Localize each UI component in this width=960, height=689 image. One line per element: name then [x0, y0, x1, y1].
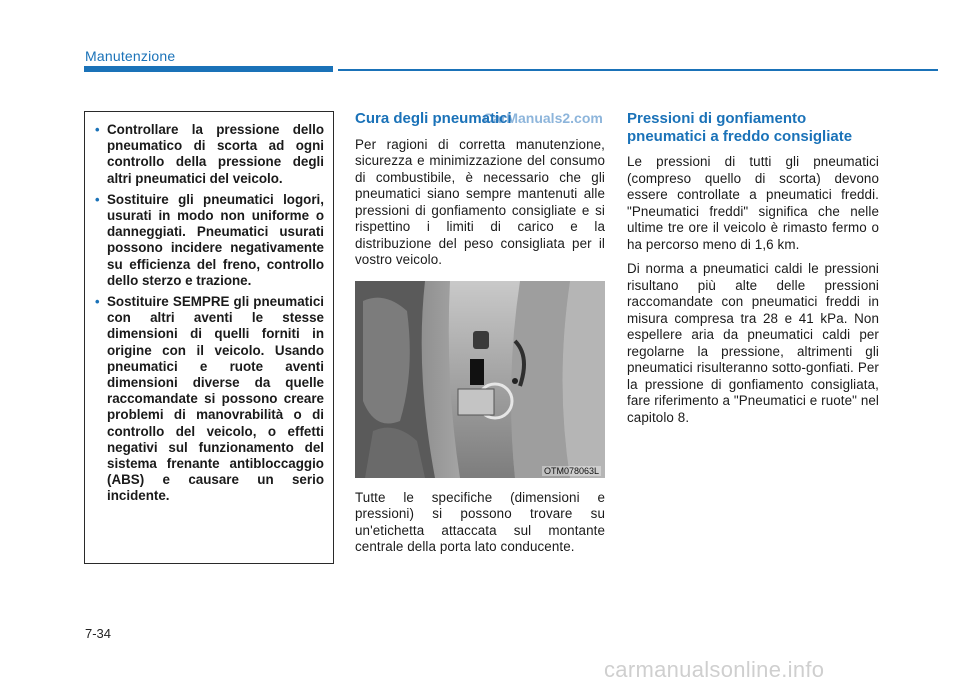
warning-item	[95, 294, 324, 505]
header-rule-thin	[338, 69, 938, 71]
cold-pressure-heading: Pressioni di gonfiamento pneumatici a freddo consigliate	[627, 110, 853, 145]
bullet-icon: •	[95, 122, 100, 137]
door-pillar-illustration	[355, 281, 605, 478]
door-pillar-photo	[355, 281, 605, 478]
warning-item	[95, 192, 324, 289]
warning-item-text: Sostituire gli pneumatici logori, usurati in modo non uniforme o danneggiati. Pneumatici usurati possono incidere negativamente su efficienza del freno, controllo dello sterzo e trazione.	[107, 191, 324, 288]
tire-care-paragraph: Per ragioni di corretta manutenzione, sicurezza e minimizzazione del consumo di combustibile, è necessario che gli pneumatici siano sempre mantenuti alle pressioni di gonfiamento consigliate e si rispettino i limiti di carico e la distribuzione del peso consigliata per il vostro veicolo.	[355, 136, 605, 267]
label-location-paragraph: Tutte le specifiche (dimensioni e pressioni) si possono trovare su un'etichetta attaccata sul montante centrale della porta lato conducente.	[355, 489, 605, 554]
warning-list	[95, 122, 324, 505]
warning-box	[84, 111, 334, 564]
watermark-top: CarManuals2.com	[483, 110, 603, 126]
warning-item	[95, 122, 324, 187]
middle-column	[355, 110, 605, 564]
right-column	[627, 110, 879, 434]
warning-item-text: Controllare la pressione dello pneumatico di scorta ad ogni controllo della pressione degli altri pneumatici del veicolo.	[107, 122, 324, 186]
bullet-icon: •	[95, 294, 100, 310]
cold-pressure-paragraph-1: Le pressioni di tutti gli pneumatici (compreso quello di scorta) devono essere controllate a pneumatici freddi. "Pneumatici freddi" significa che nelle ultime tre ore il veicolo è rimasto fermo o ha percorso meno di 1,6 km.	[627, 154, 879, 252]
bullet-icon: •	[95, 191, 100, 207]
section-title: Manutenzione	[85, 48, 176, 64]
warning-item-text: Sostituire SEMPRE gli pneumatici con altri aventi le stesse dimensioni di quelli forniti in origine con il veicolo. Usando pneumatici e ruote aventi dimensioni diverse da quelle raccomandate si possono creare problemi di manovrabilità o di controllo del veicolo, o effetti negativi sul funzionamento del sistema frenante antibloccaggio (ABS) e causare un serio incidente.	[107, 294, 324, 504]
page-number: 7-34	[85, 626, 112, 641]
figure-code: OTM078063L	[543, 465, 599, 476]
tire-care-heading: Cura degli pneumatici	[355, 110, 512, 127]
header-rule-thick	[84, 66, 333, 72]
footer-watermark: carmanualsonline.info	[604, 657, 825, 682]
cold-pressure-paragraph-2: Di norma a pneumatici caldi le pressioni risultano più alte delle pressioni raccomandate con pneumatici freddi in misura compresa tra 28 e 41 kPa. Non espellere aria da pneumatici caldi per regolarne la pressione, altrimenti gli pneumatici risulteranno sotto-gonfiati. Per la pressione di gonfiamento consigliata, fare riferimento a "Pneumatici e ruote" nel capitolo 8.	[627, 261, 879, 425]
